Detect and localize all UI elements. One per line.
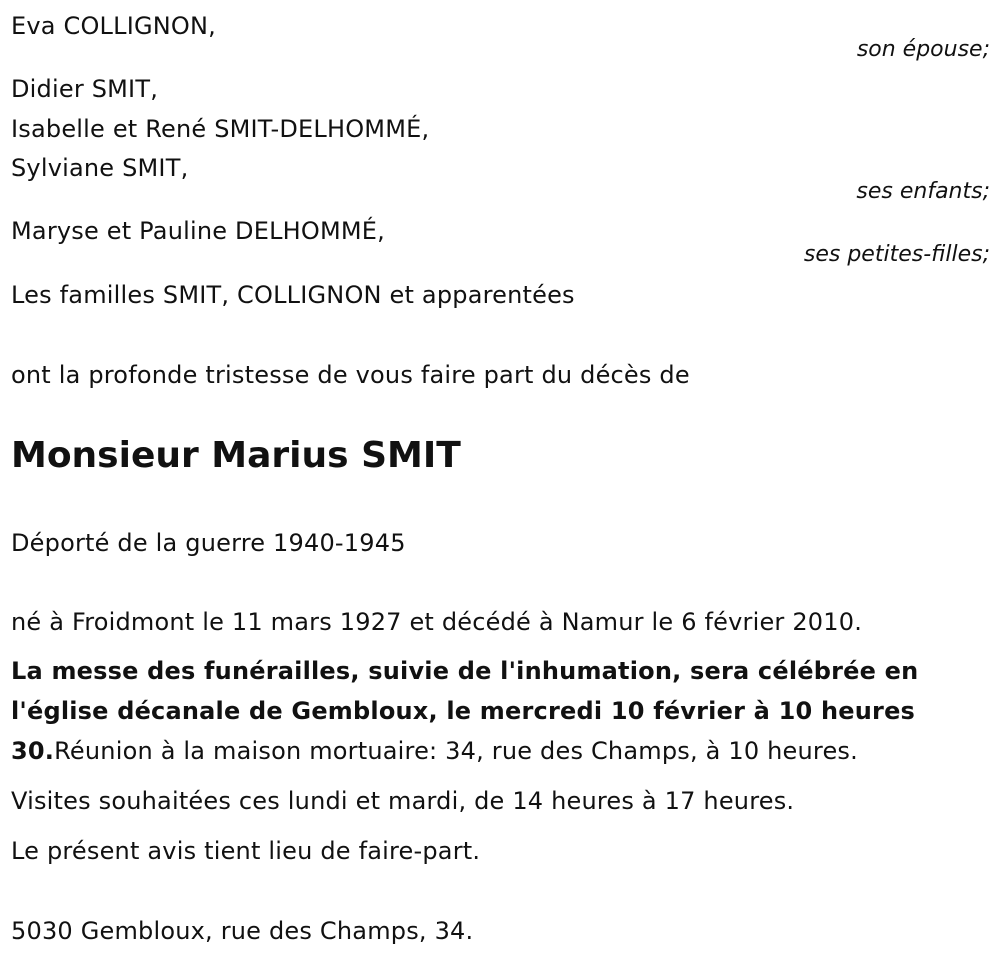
grandchildren-names: Maryse et Pauline DELHOMMÉ, (11, 217, 386, 245)
visiting-hours: Visites souhaitées ces lundi et mardi, de 14 heures à 17 heures. (11, 787, 795, 815)
notice-statement: Le présent avis tient lieu de faire-part. (11, 837, 481, 865)
child-name: Didier SMIT, (11, 75, 159, 103)
funeral-mass-details: La messe des funérailles, suivie de l'inhumation, sera célébrée en l'église décanale de Gembloux, le mercredi 10 février à 10 heures 30. (11, 657, 919, 765)
spouse-role: son épouse; (856, 37, 990, 62)
family-address: 5030 Gembloux, rue des Champs, 34. (11, 917, 474, 945)
announcement-text: ont la profonde tristesse de vous faire part du décès de (11, 361, 690, 389)
ceremony-paragraph (11, 651, 986, 771)
birth-death-dates: né à Froidmont le 11 mars 1927 et décédé à Namur le 6 février 2010. (11, 608, 863, 636)
extended-families: Les familles SMIT, COLLIGNON et apparentées (11, 281, 575, 309)
deceased-title: Déporté de la guerre 1940-1945 (11, 529, 406, 557)
grandchildren-role: ses petites-filles; (803, 242, 990, 267)
children-role: ses enfants; (856, 179, 990, 204)
child-name: Sylviane SMIT, (11, 154, 189, 182)
gathering-details: Réunion à la maison mortuaire: 34, rue des Champs, à 10 heures. (54, 737, 858, 765)
child-name: Isabelle et René SMIT-DELHOMMÉ, (11, 115, 430, 143)
spouse-name: Eva COLLIGNON, (11, 12, 216, 40)
deceased-name: Monsieur Marius SMIT (11, 435, 461, 476)
